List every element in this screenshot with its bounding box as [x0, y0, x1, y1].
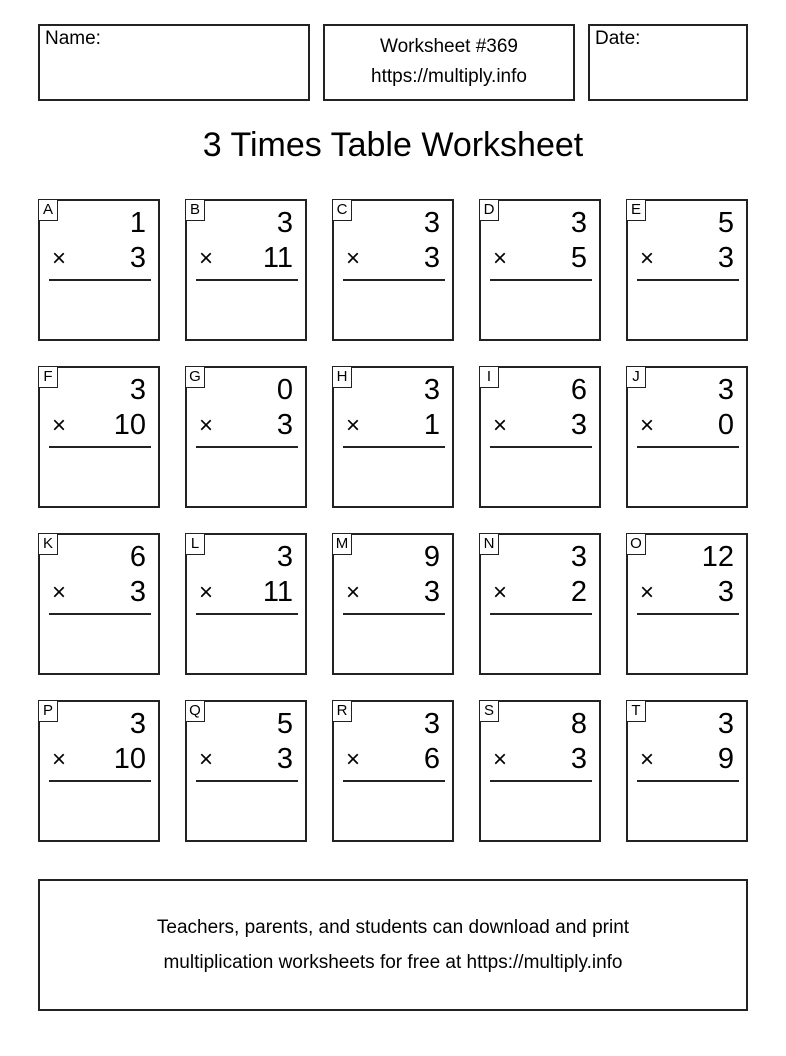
problem-multiplicand: 3 — [129, 374, 146, 406]
problem-multiplicand: 12 — [701, 541, 734, 573]
problem-multiplicand: 3 — [423, 374, 440, 406]
problem-letter: I — [479, 366, 499, 388]
problem-card — [185, 199, 307, 341]
problem-multiplicand: 1 — [129, 207, 146, 239]
problem-multiplier: 5 — [570, 242, 587, 274]
answer-line — [196, 446, 298, 448]
worksheet-url: https://multiply.info — [371, 66, 527, 87]
answer-line — [490, 446, 592, 448]
problem-card — [626, 199, 748, 341]
problem-letter: T — [626, 700, 646, 722]
problem-multiplier: 11 — [262, 242, 293, 274]
problem-letter: H — [332, 366, 352, 388]
multiply-sign: × — [346, 412, 361, 439]
multiply-sign: × — [493, 746, 508, 773]
problem-multiplier: 3 — [276, 409, 293, 441]
problem-card — [38, 199, 160, 341]
multiply-sign: × — [52, 579, 67, 606]
multiply-sign: × — [52, 746, 67, 773]
problem-multiplier: 3 — [423, 576, 440, 608]
answer-line — [49, 780, 151, 782]
multiply-sign: × — [493, 579, 508, 606]
answer-line — [196, 279, 298, 281]
multiply-sign: × — [199, 245, 214, 272]
problem-card — [185, 533, 307, 675]
problem-card — [479, 199, 601, 341]
multiply-sign: × — [640, 412, 655, 439]
problem-letter: O — [626, 533, 646, 555]
problem-multiplier: 2 — [570, 576, 587, 608]
answer-line — [49, 613, 151, 615]
problem-multiplicand: 3 — [717, 374, 734, 406]
answer-line — [490, 780, 592, 782]
problem-multiplier: 0 — [717, 409, 734, 441]
problem-card — [185, 366, 307, 508]
answer-line — [637, 279, 739, 281]
problem-card — [38, 533, 160, 675]
multiply-sign: × — [346, 579, 361, 606]
answer-line — [49, 279, 151, 281]
multiply-sign: × — [199, 746, 214, 773]
problem-card — [38, 366, 160, 508]
problem-letter: L — [185, 533, 205, 555]
footer-line-2: multiplication worksheets for free at https://multiply.info — [163, 952, 623, 973]
problem-multiplier: 3 — [717, 242, 734, 274]
problem-multiplier: 10 — [113, 743, 146, 775]
problem-letter: F — [38, 366, 58, 388]
problem-letter: Q — [185, 700, 205, 722]
date-label: Date: — [595, 28, 641, 49]
problem-multiplier: 6 — [423, 743, 440, 775]
problem-multiplicand: 0 — [276, 374, 293, 406]
answer-line — [196, 780, 298, 782]
problem-letter: D — [479, 199, 499, 221]
problem-card — [332, 366, 454, 508]
problem-multiplicand: 3 — [423, 708, 440, 740]
problem-multiplicand: 3 — [129, 708, 146, 740]
multiply-sign: × — [493, 245, 508, 272]
problem-multiplier: 3 — [570, 409, 587, 441]
problem-multiplicand: 3 — [570, 207, 587, 239]
multiply-sign: × — [52, 245, 67, 272]
answer-line — [49, 446, 151, 448]
date-box — [588, 24, 748, 101]
problem-letter: G — [185, 366, 205, 388]
problem-multiplier: 11 — [262, 576, 293, 608]
problem-letter: E — [626, 199, 646, 221]
problem-card — [479, 700, 601, 842]
answer-line — [490, 613, 592, 615]
problem-letter: C — [332, 199, 352, 221]
problem-card — [332, 533, 454, 675]
problem-multiplier: 3 — [129, 576, 146, 608]
problem-multiplicand: 5 — [717, 207, 734, 239]
answer-line — [196, 613, 298, 615]
multiply-sign: × — [52, 412, 67, 439]
problem-multiplier: 3 — [717, 576, 734, 608]
problem-card — [479, 366, 601, 508]
problem-multiplicand: 6 — [129, 541, 146, 573]
problem-multiplier: 3 — [570, 743, 587, 775]
problem-card — [38, 700, 160, 842]
problem-card — [626, 366, 748, 508]
answer-line — [637, 613, 739, 615]
problem-letter: J — [626, 366, 646, 388]
problem-card — [626, 700, 748, 842]
problem-multiplicand: 6 — [570, 374, 587, 406]
problem-letter: M — [332, 533, 352, 555]
multiply-sign: × — [346, 746, 361, 773]
name-label: Name: — [45, 28, 101, 49]
multiply-sign: × — [640, 746, 655, 773]
problem-card — [479, 533, 601, 675]
problem-card — [332, 700, 454, 842]
problem-multiplicand: 3 — [717, 708, 734, 740]
problem-multiplier: 3 — [129, 242, 146, 274]
problem-letter: R — [332, 700, 352, 722]
problem-letter: K — [38, 533, 58, 555]
answer-line — [343, 446, 445, 448]
problem-card — [626, 533, 748, 675]
multiply-sign: × — [640, 245, 655, 272]
problem-letter: B — [185, 199, 205, 221]
problem-multiplier: 9 — [717, 743, 734, 775]
answer-line — [637, 446, 739, 448]
problem-multiplier: 3 — [423, 242, 440, 274]
problem-card — [332, 199, 454, 341]
worksheet-number: Worksheet #369 — [379, 36, 518, 57]
problem-letter: S — [479, 700, 499, 722]
multiply-sign: × — [199, 412, 214, 439]
problem-multiplicand: 3 — [276, 541, 293, 573]
answer-line — [343, 279, 445, 281]
problem-letter: A — [38, 199, 58, 221]
problem-letter: P — [38, 700, 58, 722]
answer-line — [637, 780, 739, 782]
multiply-sign: × — [640, 579, 655, 606]
problem-letter: N — [479, 533, 499, 555]
problem-multiplicand: 3 — [423, 207, 440, 239]
name-box — [38, 24, 310, 101]
problem-multiplier: 1 — [423, 409, 440, 441]
multiply-sign: × — [493, 412, 508, 439]
problem-multiplicand: 5 — [276, 708, 293, 740]
footer-line-1: Teachers, parents, and students can download and print — [156, 917, 630, 938]
problem-card — [185, 700, 307, 842]
footer-box — [38, 879, 748, 1011]
problem-multiplier: 10 — [113, 409, 146, 441]
problem-multiplicand: 8 — [570, 708, 587, 740]
answer-line — [343, 613, 445, 615]
problem-multiplicand: 3 — [276, 207, 293, 239]
answer-line — [343, 780, 445, 782]
problem-multiplier: 3 — [276, 743, 293, 775]
page-title: 3 Times Table Worksheet — [202, 126, 584, 164]
worksheet-info-box — [323, 24, 575, 101]
multiply-sign: × — [346, 245, 361, 272]
multiply-sign: × — [199, 579, 214, 606]
answer-line — [490, 279, 592, 281]
problem-multiplicand: 9 — [423, 541, 440, 573]
problem-multiplicand: 3 — [570, 541, 587, 573]
